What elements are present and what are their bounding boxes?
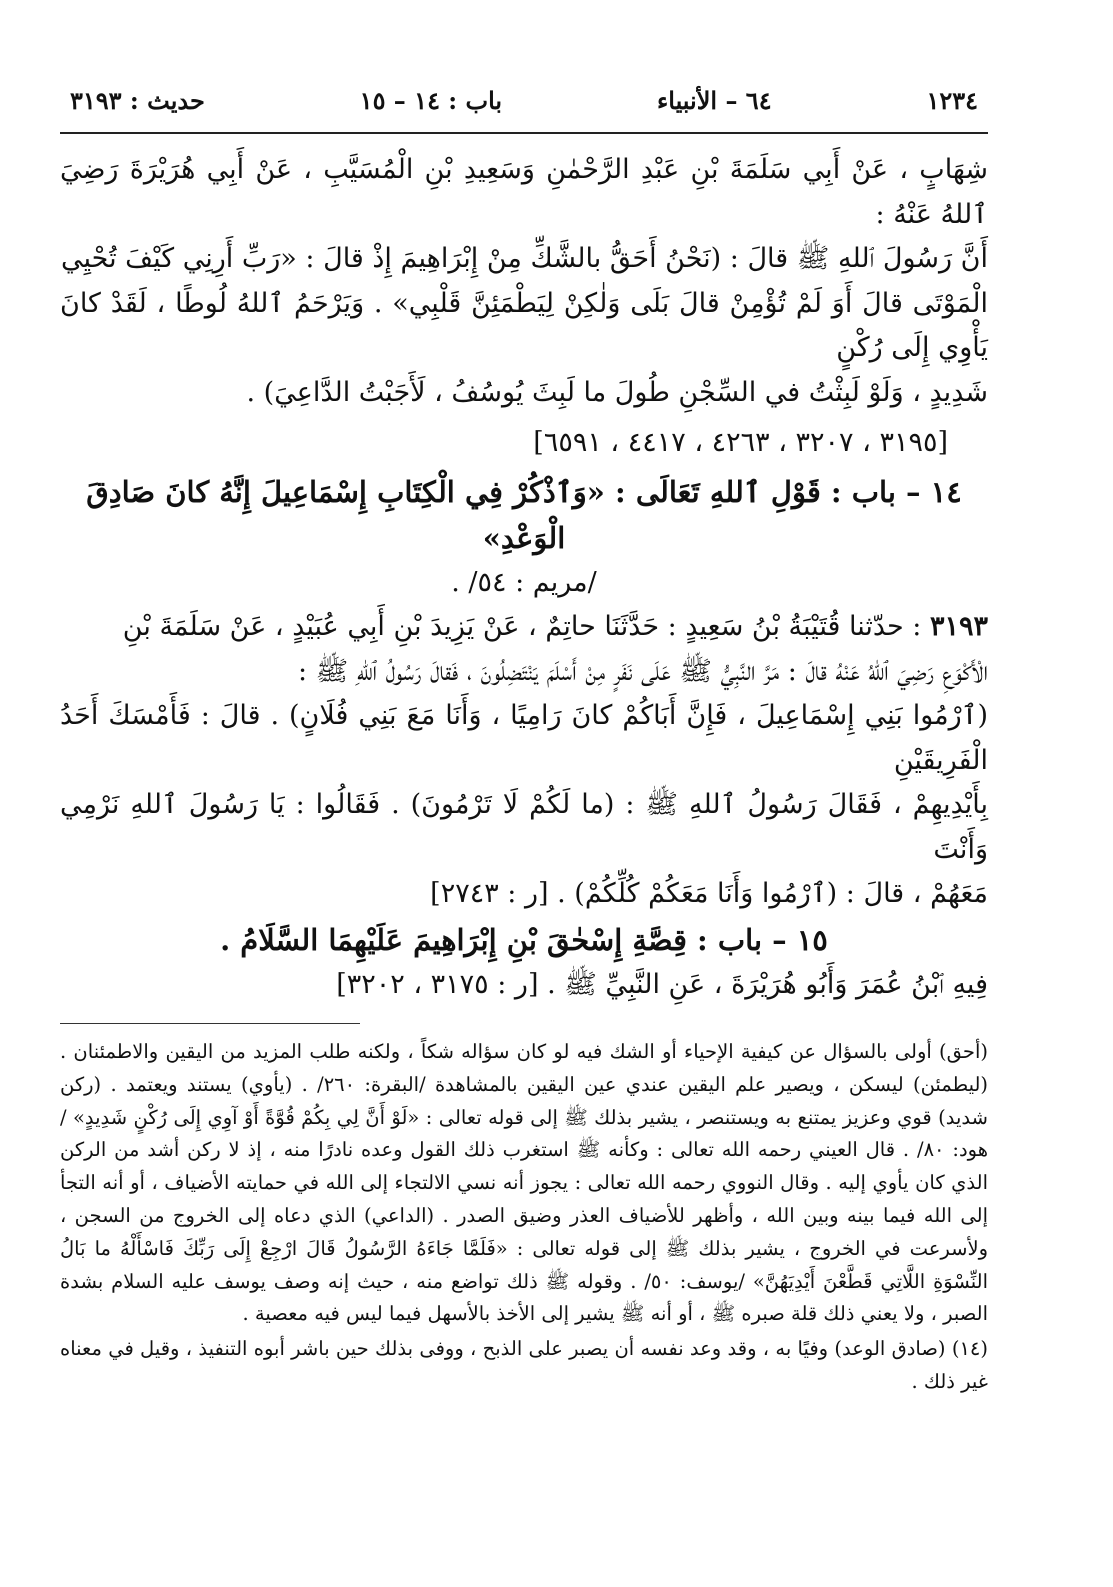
hadith-line: (ٱرْمُوا بَنِي إِسْمَاعِيلَ ، فَإِنَّ أَبَاكُمْ كانَ رَامِيًا ، وَأَنَا مَعَ بَنِي فُلَانٍ) . قالَ : فَأَمْسَكَ أَحَدُ الْفَرِيقَيْنِ [60, 700, 988, 776]
footnotes [60, 1036, 988, 1399]
header-divider [60, 132, 988, 134]
hadith-number: ٣١٩٣ [929, 611, 988, 642]
hadith-line: بِأَيْدِيهِمْ ، فَقَالَ رَسُولُ ٱللهِ ﷺ : (ما لَكُمْ لَا تَرْمُونَ) . فَقَالُوا : يَا رَسُولَ ٱللهِ نَرْمِي وَأَنْتَ [60, 789, 988, 865]
book-page [60, 86, 988, 1556]
footnote: (أحق) أولى بالسؤال عن كيفية الإحياء أو الشك فيه لو كان سؤاله شكاً ، ولكنه طلب المزيد من اليقين والاطمئنان . (ليطمئن) ليسكن ، ويصير علم اليقين عندي عين اليقين بالمشاهدة /البقرة: ٢٦٠/ . (يأوي) يستند ويعتمد . (ركن شديد) قوي وعزيز يمتنع به ويستنصر ، يشير بذلك ﷺ إلى قوله تعالى : «لَوْ أَنَّ لِي بِكُمْ قُوَّةً أَوْ آوِي إِلَى رُكْنٍ شَدِيدٍ» /هود: ٨٠/ . قال العيني رحمه الله تعالى : وكأنه ﷺ استغرب ذلك القول وعده نادرًا منه ، إذ لا ركن أشد من الركن الذي كان يأوي إليه . وقال النووي رحمه الله تعالى : يجوز أنه نسي الالتجاء إلى الله في حمايته الأضياف ، أو أنه التجأ إلى الله فيما بينه وبين الله ، وأظهر للأضياف العذر وضيق الصدر . (الداعي) الذي دعاه إلى الخروج من السجن ، ولأسرعت في الخروج ، يشير بذلك ﷺ إلى قوله تعالى : «فَلَمَّا جَاءَهُ الرَّسُولُ قَالَ ارْجِعْ إِلَى رَبِّكَ فَاسْأَلْهُ ما بَالُ النِّسْوَةِ اللَّاتِي قَطَّعْنَ أَيْدِيَهُنَّ» /يوسف: ٥٠/ . وقوله ﷺ ذلك تواضع منه ، حيث إنه وصف يوسف عليه السلام بشدة الصبر ، ولا يعني ذلك قلة صبره ﷺ ، أو أنه ﷺ يشير إلى الأخذ بالأسهل فيما ليس فيه معصية . [60, 1040, 989, 1326]
chapter-15-title: ١٥ – باب : قِصَّةِ إِسْحٰقَ بْنِ إِبْرَاهِيمَ عَلَيْهِمَا السَّلَامُ . [220, 922, 828, 957]
text-line: الْمَوْتَى قالَ أَوَ لَمْ تُؤْمِنْ قالَ بَلَى وَلٰكِنْ لِيَطْمَئِنَّ قَلْبِي» . وَيَرْحَمُ ٱللهُ لُوطًا ، لَقَدْ كانَ يَأْوِي إِلَى رُكْنٍ [60, 287, 988, 363]
page-number: ١٢٣٤ [926, 86, 978, 115]
footnote-divider [60, 1023, 360, 1024]
chapter-14-title: ١٤ – باب : قَوْلِ ٱللهِ تَعَالَى : «وَٱذْكُرْ فِي الْكِتَابِ إِسْمَاعِيلَ إِنَّهُ كانَ صَادِقَ الْوَعْدِ» [86, 475, 962, 555]
chapter-15-line: فِيهِ ٱبْنُ عُمَرَ وَأَبُو هُرَيْرَةَ ، عَنِ النَّبِيِّ ﷺ . [ر : ٣١٧٥ ، ٣٢٠٢] [336, 968, 988, 1000]
running-header [60, 86, 988, 126]
footnote: (١٤) (صادق الوعد) وفيًا به ، وقد وعد نفسه أن يصبر على الذبح ، ووفى بذلك حين باشر أبوه التنفيذ ، وقيل في معناه غير ذلك . [60, 1337, 988, 1393]
hadith-line: ٣١٩٣ : حدّثنا قُتَيْبَةُ بْنُ سَعِيدٍ : حَدَّثَنَا حاتِمٌ ، عَنْ يَزِيدَ بْنِ أَبِي عُبَيْدٍ ، عَنْ سَلَمَةَ بْنِ [122, 611, 988, 642]
cross-references: [٣١٩٥ ، ٣٢٠٧ ، ٤٢٦٣ ، ٤٤١٧ ، ٦٥٩١] [533, 427, 948, 458]
main-text [60, 148, 988, 415]
chapter-range: باب : ١٤ – ١٥ [359, 86, 503, 115]
book-title: ٦٤ – الأنبياء [656, 86, 772, 115]
chapter-14-citation: /مريم : ٥٤/ . [451, 567, 597, 598]
hadith-line: الْأَكْوَعِ رَضِيَ ٱللهُ عَنْهُ قالَ : مَرَّ النَّبِيُّ ﷺ عَلَى نَفَرٍ مِنْ أَسْلَمَ يَنْتَضِلُونَ ، فَقالَ رَسُولُ ٱللهِ ﷺ : [297, 655, 988, 687]
hadith-line: مَعَهُمْ ، قالَ : (ٱرْمُوا وَأَنَا مَعَكُمْ كُلِّكُمْ) . [ر : ٢٧٤٣] [430, 878, 988, 909]
chapter-15-body [60, 963, 988, 1008]
text-line: شَدِيدٍ ، وَلَوْ لَبِثْتُ في السِّجْنِ طُولَ ما لَبِثَ يُوسُفُ ، لَأَجَبْتُ الدَّاعِيَ) . [246, 376, 988, 408]
hadith-3193 [60, 605, 988, 917]
text-line: أَنَّ رَسُولَ ٱللهِ ﷺ قالَ : (نَحْنُ أَحَقُّ بالشَّكِّ مِنْ إِبْرَاهِيمَ إِذْ قالَ : «رَبِّ أَرِنِي كَيْفَ تُحْيِي [60, 243, 988, 274]
text-line: شِهَابٍ ، عَنْ أَبِي سَلَمَةَ بْنِ عَبْدِ الرَّحْمٰنِ وَسَعِيدِ بْنِ الْمُسَيَّبِ ، عَنْ أَبِي هُرَيْرَةَ رَضِيَ ٱللهُ عَنْهُ : [60, 154, 988, 230]
hadith-range: حديث : ٣١٩٣ [70, 86, 205, 115]
